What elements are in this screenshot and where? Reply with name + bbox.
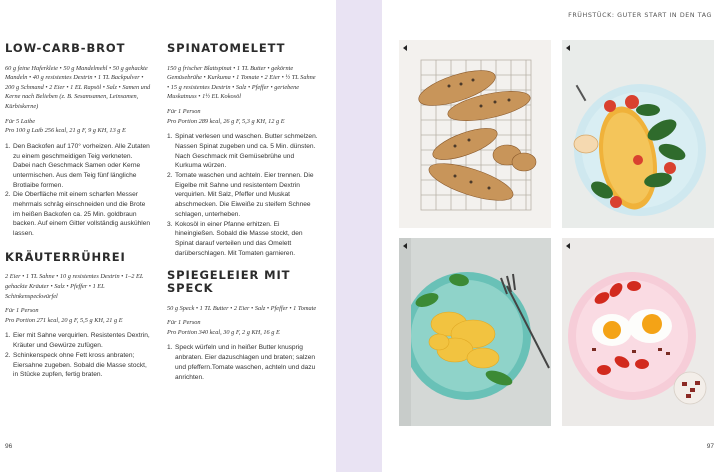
recipe-title-kraeuterruehrei: KRÄUTERRÜHREI xyxy=(5,249,126,264)
recipe-step: 2. Tomate waschen und achteln. Eier trennen. Die Eigelbe mit Sahne und resistentem Dextrin verquirlen. Mit Salz, Pfeffer und Muskat abschmecken. Die Eiweiße zu steifem Schnee schlagen, unterheben. xyxy=(167,172,314,218)
recipe-step: 3. Kokosöl in einer Pfanne erhitzen. Ei hineingießen. Sobald die Masse stockt, den Spinat darauf verteilen und das Omelett darüberschlagen. Mit Tomaten garnieren. xyxy=(167,220,303,257)
bread-illustration xyxy=(399,40,551,228)
recipe-nutrition: Pro Portion 271 kcal, 20 g F, 5,5 g KH, 21 g E xyxy=(5,316,123,324)
recipe-steps xyxy=(167,343,319,382)
caption-pointer-icon xyxy=(403,45,407,51)
recipe-title-low-carb-brot: LOW-CARB-BROT xyxy=(5,41,126,55)
scrambled-eggs-illustration xyxy=(399,238,551,426)
recipe-nutrition: Pro Portion 289 kcal, 26 g F, 5,3 g KH, 12 g E xyxy=(167,117,285,125)
recipe-step: 1. Spinat verlesen und waschen. Butter schmelzen. Nassen Spinat zugeben und ca. 5 Min. dünsten. Nach Geschmack mit Gemüsebrühe und Kurkuma würzen. xyxy=(167,133,318,170)
recipe-servings: Für 1 Person xyxy=(5,307,39,315)
recipe-ingredients: 2 Eier • 1 TL Sahne • 10 g resistentes Dextrin • 1–2 EL gehackte Kräuter • Salz • Pfeffer • 1 EL Schinkenspeckwürfel xyxy=(5,273,144,300)
recipe-servings: Für 5 Laibe xyxy=(5,117,36,125)
column-right xyxy=(167,42,319,382)
left-page xyxy=(0,0,336,472)
column-left xyxy=(5,42,151,380)
caption-pointer-icon xyxy=(566,243,570,249)
recipe-step: 2. Die Oberfläche mit einem scharfen Messer mehrmals schräg einschneiden und die Brote im heißen Backofen ca. 25 Min. goldbraun backen. Auf einem Gitter vollständig auskühlen lassen. xyxy=(5,191,151,238)
recipe-ingredients: 150 g frischer Blattspinat • 1 TL Butter • gekörnte Gemüsebrühe • Kurkuma • 1 Tomate • 2 Eier • ½ TL Sahne • 15 g resistentes Dextrin • Salz • Pfeffer • geriebene Muskatnuss • 1½ EL Kokosöl xyxy=(167,64,316,101)
recipe-ingredients: 60 g feine Haferkleie • 50 g Mandelmehl • 50 g gehackte Mandeln • 40 g resistentes Dextrin • 1 TL Backpulver • 200 g Schmand • 2 Eier • 1 EL Rapsöl • Salz • Samen und Kerne nach Belieben (z. B. Sesamsamen, Leinsamen, Kürbiskerne) xyxy=(5,64,151,111)
caption-pointer-icon xyxy=(403,243,407,249)
chapter-title: FRÜHSTÜCK: GUTER START IN DEN TAG xyxy=(568,12,712,19)
recipe-nutrition: Pro 100 g Laib 256 kcal, 21 g F, 9 g KH, 13 g E xyxy=(5,127,126,135)
fried-eggs-illustration xyxy=(562,238,714,426)
right-page xyxy=(382,0,720,472)
photo-herb-scrambled-eggs xyxy=(399,238,551,426)
recipe-title-spinatomelett: SPINATOMELETT xyxy=(167,41,286,55)
recipe-steps xyxy=(5,331,151,380)
recipe-ingredients: 50 g Speck • 1 TL Butter • 2 Eier • Salz • Pfeffer • 1 Tomate xyxy=(167,304,317,312)
recipe-step: 1. Speck würfeln und in heißer Butter knusprig anbraten. Eier dazuschlagen und braten; salzen und pfeffern.Tomate waschen, achteln und dazu anrichten. xyxy=(167,344,316,381)
page-number-left: 96 xyxy=(5,443,13,450)
recipe-steps xyxy=(167,132,319,258)
omelette-illustration xyxy=(562,40,714,228)
recipe-servings: Für 1 Person xyxy=(167,108,201,116)
recipe-step: 2. Schinkenspeck ohne Fett kross anbraten; Eiersahne zugeben. Sobald die Masse stockt, in Stücke zupfen, fertig braten. xyxy=(5,351,147,379)
recipe-servings: Für 1 Person xyxy=(167,319,201,327)
photo-spinach-omelette xyxy=(562,40,714,228)
photo-low-carb-bread xyxy=(399,40,551,228)
photo-fried-eggs-bacon xyxy=(562,238,714,426)
page-gutter xyxy=(336,0,382,472)
recipe-steps xyxy=(5,142,151,239)
recipe-step: 1. Eier mit Sahne verquirlen. Resistentes Dextrin, Kräuter und Gewürze zufügen. xyxy=(5,332,150,350)
recipe-title-spiegeleier-mit-speck: SPIEGELEIER MIT SPECK xyxy=(167,268,291,295)
recipe-nutrition: Pro Portion 340 kcal, 30 g F, 2 g KH, 16 g E xyxy=(167,328,280,336)
caption-pointer-icon xyxy=(566,45,570,51)
page-number-right: 97 xyxy=(706,443,714,450)
recipe-step: 1. Den Backofen auf 170° vorheizen. Alle Zutaten zu einem geschmeidigen Teig verkneten. Dabei nach Geschmack Samen oder Kerne untermischen. Aus dem Teig fünf längliche Brotlaibe formen. xyxy=(5,142,150,189)
